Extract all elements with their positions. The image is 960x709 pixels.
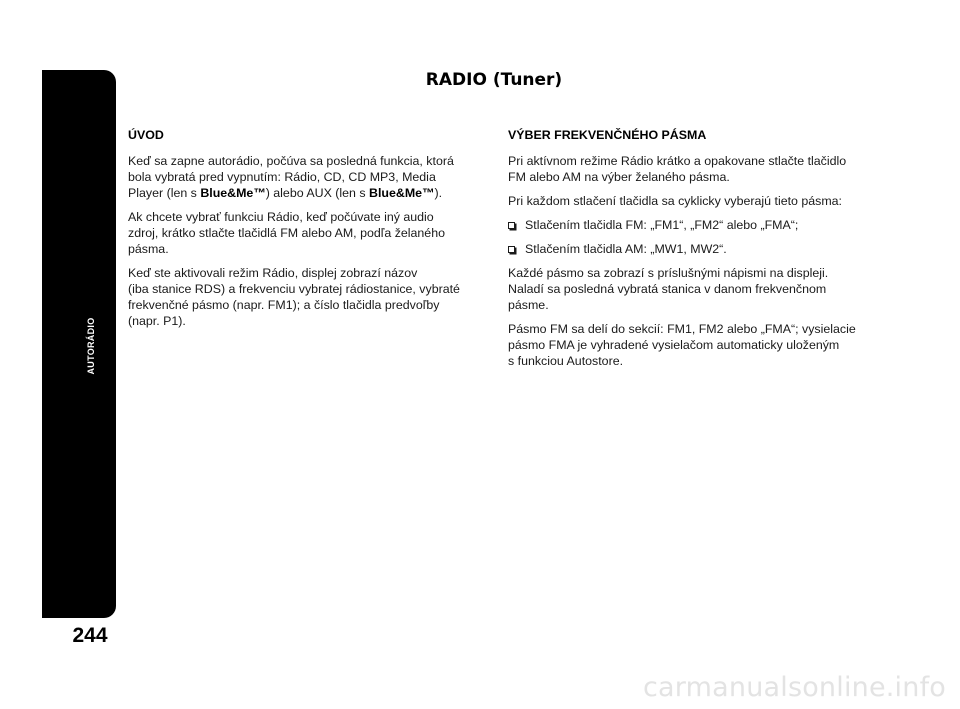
text-line: Pri aktívnom režime Rádio krátko a opakovane stlačte tlačidlo: [508, 154, 847, 168]
band-paragraph-2: [508, 193, 864, 209]
intro-paragraph-1: [128, 153, 480, 201]
brand-name: Blue&Me™: [369, 186, 435, 200]
bullet-item-fm: [508, 217, 864, 233]
left-column: [128, 127, 480, 337]
text-line: pásmo FMA je vyhradené vysielačom automaticky uloženým: [508, 338, 840, 352]
text-line: Ak chcete vybrať funkciu Rádio, keď počúvate iný audio: [128, 210, 434, 224]
page-title: RADIO (Tuner): [425, 70, 563, 90]
checkbox-bullet-icon: [508, 246, 515, 253]
text-line: Naladí sa posledná vybratá stanica v danom frekvenčnom: [508, 282, 827, 296]
text-line: Keď ste aktivovali režim Rádio, displej zobrazí názov: [128, 266, 418, 280]
checkbox-bullet-icon: [508, 222, 515, 229]
text-line: Pásmo FM sa delí do sekcií: FM1, FM2 alebo „FMA“; vysielacie: [508, 322, 856, 336]
text-line: pásma.: [128, 242, 169, 256]
text-line: bola vybratá pred vypnutím: Rádio, CD, CD MP3, Media: [128, 170, 436, 184]
text-line: pásme.: [508, 298, 549, 312]
right-column: [508, 127, 864, 377]
text-line: frekvenčné pásmo (napr. FM1); a číslo tlačidla predvoľby: [128, 298, 440, 312]
page-number: 244: [72, 624, 108, 647]
bullet-item-am: [508, 241, 864, 257]
text-fragment: ) alebo AUX (len s: [265, 186, 370, 200]
section-heading-intro: ÚVOD: [128, 128, 164, 142]
text-fragment: ).: [434, 186, 443, 200]
band-paragraph-1: [508, 153, 864, 185]
text-line: Keď sa zapne autorádio, počúva sa posledná funkcia, ktorá: [128, 154, 454, 168]
intro-paragraph-2: [128, 209, 480, 257]
text-line: Pri každom stlačení tlačidla sa cyklicky vyberajú tieto pásma:: [508, 194, 842, 208]
text-line: (napr. P1).: [128, 314, 186, 328]
chapter-side-tab: [42, 70, 116, 618]
text-line: (iba stanice RDS) a frekvenciu vybratej rádiostanice, vybraté: [128, 282, 460, 296]
text-line: FM alebo AM na výber želaného pásma.: [508, 170, 730, 184]
text-fragment: Player (len s: [128, 186, 201, 200]
text-line: s funkciou Autostore.: [508, 354, 624, 368]
text-line: [128, 185, 480, 201]
brand-name: Blue&Me™: [200, 186, 266, 200]
section-heading-band-selection: VÝBER FREKVENČNÉHO PÁSMA: [508, 128, 707, 142]
band-paragraph-3: [508, 265, 864, 313]
bullet-text: Stlačením tlačidla FM: „FM1“, „FM2“ alebo „FMA“;: [525, 218, 799, 232]
bullet-text: Stlačením tlačidla AM: „MW1, MW2“.: [525, 242, 727, 256]
band-paragraph-4: [508, 321, 864, 369]
intro-paragraph-3: [128, 265, 480, 329]
text-line: zdroj, krátko stlačte tlačidlá FM alebo AM, podľa želaného: [128, 226, 445, 240]
chapter-label: AUTORÁDIO: [86, 317, 96, 375]
watermark: carmanualsonline.info: [643, 672, 946, 703]
text-line: Každé pásmo sa zobrazí s príslušnými nápismi na displeji.: [508, 266, 829, 280]
